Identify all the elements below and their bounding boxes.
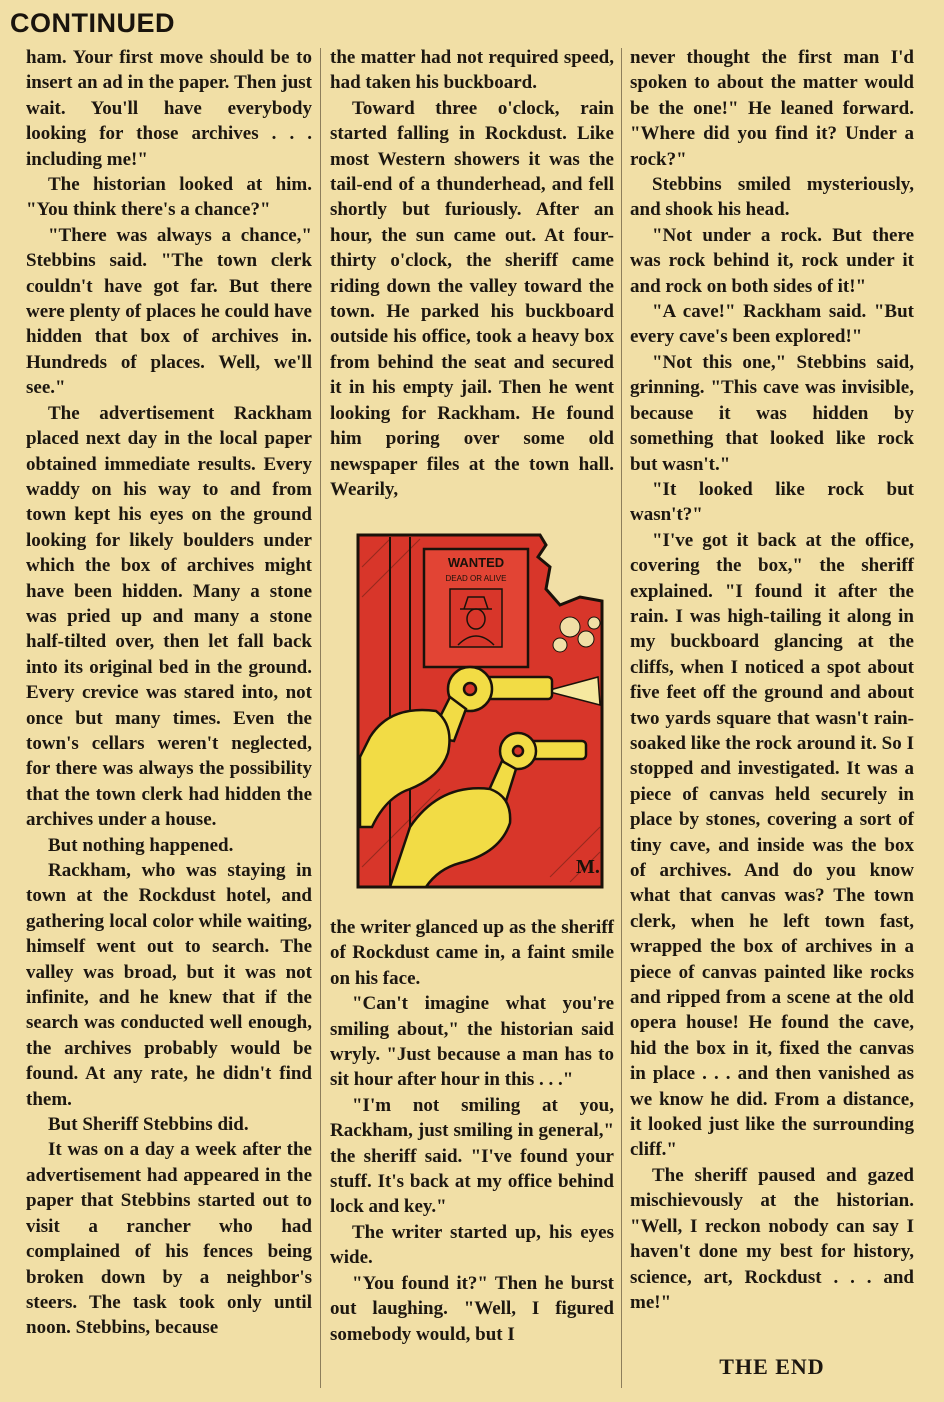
paragraph: The historian looked at him. "You think there's a chance?" — [26, 174, 312, 221]
paragraph: "I've got it back at the office, covering the box," the sheriff explained. "I found it after the rain. I was high-tailing it along in my buckboard glancing at the cliffs, when I noticed a spot about five feet off the ground and about two yards square that wasn't rain-soaked like the rock around it. So I stopped and investigated. It was a piece of canvas held securely in place by stones, covering a sort of tiny cave, and inside was the box of archives. And do you know what that canvas was? The town clerk, when he left town fast, wrapped the box of archives in a piece of canvas painted like rocks and ripped from a scene at the old opera house! He found the cave, hid the box in it, fixed the canvas in place . . . and then vanished as we know he did. From a distance, it looked just like the surrounding cliff." — [630, 529, 914, 1161]
poster-subtitle: DEAD OR ALIVE — [445, 574, 507, 583]
paragraph: "You found it?" Then he burst out laughing. "Well, I figured somebody would, but I — [330, 1272, 614, 1345]
story-column-2-top — [330, 45, 614, 502]
story-column-1 — [26, 45, 312, 1341]
paragraph: It was on a day a week after the advertisement had appeared in the paper that Stebbins started out to visit a rancher who had complained of his fences being broken down by a neighbor's steers. The task took only until noon. Stebbins, because — [26, 1139, 312, 1339]
artist-signature: M. — [576, 856, 600, 878]
paragraph: "Not this one," Stebbins said, grinning. "This cave was invisible, because it was hidden by something that looked like rock but wasn't." — [630, 351, 914, 475]
paragraph: never thought the first man I'd spoken to about the matter would be the one!" He leaned forward. "Where did you find it? Under a rock?" — [630, 47, 914, 170]
paragraph: Rackham, who was staying in town at the Rockdust hotel, and gathering local color while waiting, himself went out to search. The valley was broad, but it was not infinite, and he knew that if the search was conducted well enough, the archives probably would be found. At any rate, he didn't find them. — [26, 860, 312, 1110]
paragraph: Toward three o'clock, rain started falling in Rockdust. Like most Western showers it was the tail-end of a thunderhead, and fell shortly but furiously. After an hour, the sun came out. At four-thirty o'clock, the sheriff came riding down the valley toward the town. He parked his buckboard outside his office, took a heavy box from behind the seat and secured it in his empty jail. Then he went looking for Rackham. He found him poring over some old newspaper files at the town hall. Wearily, — [330, 97, 614, 500]
paragraph: Stebbins smiled mysteriously, and shook his head. — [630, 174, 914, 221]
paragraph: The writer started up, his eyes wide. — [330, 1221, 614, 1269]
paragraph: "It looked like rock but wasn't?" — [630, 478, 914, 526]
story-column-3 — [630, 45, 914, 1315]
paragraph: ham. Your first move should be to insert an ad in the paper. Then just wait. You'll have everybody looking for those archives . . . including me!" — [26, 47, 312, 170]
paragraph: the matter had not required speed, had taken his buckboard. — [330, 47, 614, 94]
paragraph: "I'm not smiling at you, Rackham, just smiling in general," the sheriff said. "I've found your stuff. It's back at my office behind lock and key." — [330, 1094, 614, 1218]
paragraph: the writer glanced up as the sheriff of Rockdust came in, a faint smile on his face. — [330, 917, 614, 989]
story-column-2-bottom — [330, 915, 614, 1347]
poster-title: WANTED — [447, 555, 505, 570]
paragraph: "There was always a chance," Stebbins said. "The town clerk couldn't have got far. But there were plenty of places he could have hidden that box of archives in. Hundreds of places. Well, we'll see." — [26, 224, 312, 399]
paragraph: "Can't imagine what you're smiling about," the historian said wryly. "Just because a man has to sit hour after hour in this . . ." — [330, 993, 614, 1091]
column-divider — [320, 48, 321, 1388]
paragraph: "Not under a rock. But there was rock behind it, rock under it and rock on both sides of it!" — [630, 224, 914, 297]
paragraph: But nothing happened. — [48, 834, 234, 856]
paragraph: But Sheriff Stebbins did. — [48, 1114, 249, 1136]
paragraph: "A cave!" Rackham said. "But every cave's been explored!" — [630, 301, 914, 348]
paragraph: The advertisement Rackham placed next day in the local paper obtained immediate results. Every waddy on his way to and from town kept his eyes on the ground looking for likely boulders under which the box of archives might have been hidden. Many a stone was pried up and many a stone half-tilted over, then let fall back into its original bed in the ground. Every crevice was stared into, not once but many times. Even the town's cellars weren't neglected, for there was always the possibility that the town clerk had hidden the archives under a house. — [26, 402, 312, 831]
paragraph: The sheriff paused and gazed mischievously at the historian. "Well, I reckon nobody can say I haven't done my best for history, science, art, Rockdust . . . and me!" — [630, 1164, 914, 1313]
the-end-label: THE END — [719, 1354, 825, 1379]
continued-label: CONTINUED — [10, 8, 175, 38]
wanted-poster-illustration — [350, 527, 610, 892]
column-divider — [621, 48, 622, 1388]
